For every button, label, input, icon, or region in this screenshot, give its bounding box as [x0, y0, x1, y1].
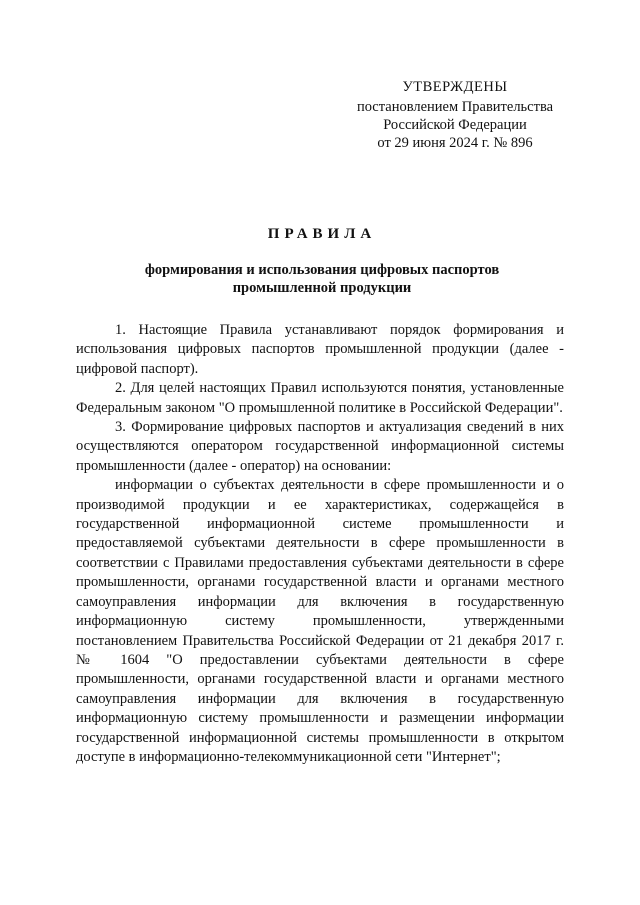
document-title	[80, 226, 564, 297]
paragraph-4: информации о субъектах деятельности в сфере промышленности и о производимой продукции и ее характеристиках, содержащейся в государственной информационной системе промышленности и предоставляемой субъектами деятельности в сфере промышленности в соответствии с Правилами предоставления субъектами деятельности в сфере промышленности, органами государственной власти и органами местного самоуправления информации для включения в государственную информационную систему промышленности, утвержденными постановлением Правительства Российской Федерации от 21 декабря 2017 г. № 1604 "О предоставлении субъектами деятельности в сфере промышленности, органами государственной власти и органами местного самоуправления информации для включения в государственную информационную систему промышленности и размещении информации государственной информационной системы промышленности в открытом доступе в информационно-телекоммуникационной сети "Интернет";	[76, 477, 564, 765]
title-subtitle-line-2: промышленной продукции	[232, 280, 412, 296]
approval-line-1: постановлением Правительства	[356, 99, 554, 115]
approval-stamp	[330, 78, 580, 152]
title-subtitle-line-1: формирования и использования цифровых паспортов	[144, 262, 500, 278]
approval-heading: УТВЕРЖДЕНЫ	[402, 79, 508, 95]
approval-line-2: Российской Федерации	[383, 117, 527, 133]
approval-line-3: от 29 июня 2024 г. № 896	[377, 135, 533, 151]
paragraph-3: 3. Формирование цифровых паспортов и актуализация сведений в них осуществляются оператором государственной информационной системы промышленности (далее - оператор) на основании:	[76, 419, 564, 474]
paragraph-2: 2. Для целей настоящих Правил используются понятия, установленные Федеральным законом "О промышленной политике в Российской Федерации".	[76, 380, 564, 416]
title-main: ПРАВИЛА	[267, 226, 377, 242]
paragraph-1: 1. Настоящие Правила устанавливают порядок формирования и использования цифровых паспортов промышленной продукции (далее - цифровой паспорт).	[76, 322, 564, 377]
document-body	[76, 321, 564, 767]
